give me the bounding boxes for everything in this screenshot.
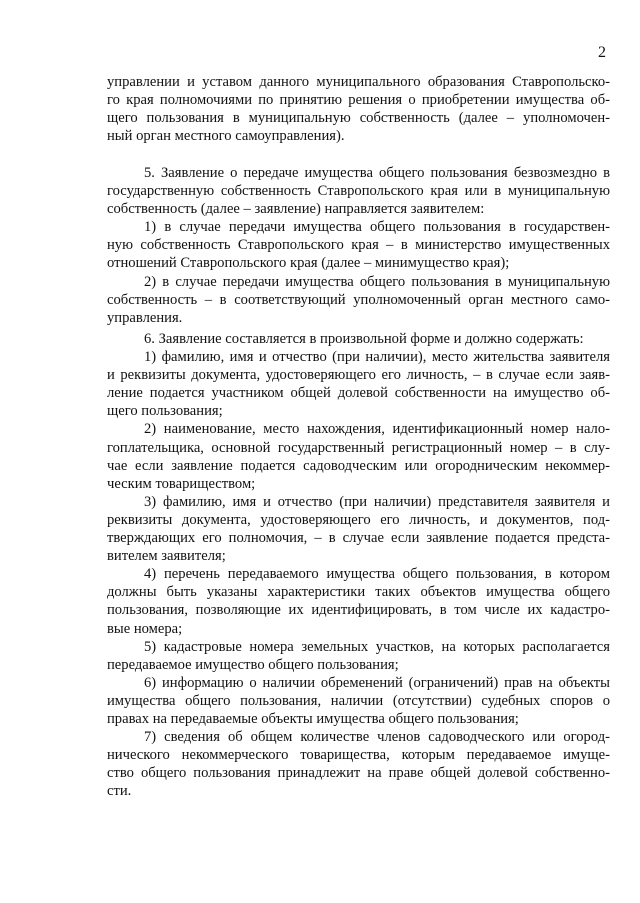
text-line: 7) сведения об общем количестве членов садоводческого или огород- (144, 729, 610, 746)
text-line: ство общего пользования принадлежит на праве общей долевой собственно- (107, 765, 610, 782)
text-line: должны быть указаны характеристики таких объектов имущества общего (107, 584, 610, 601)
text-line: го края полномочиями по принятию решения о приобретении имущества об- (107, 92, 610, 109)
text-line: передаваемое имущество общего пользования; (107, 656, 399, 673)
text-line: 6. Заявление составляется в произвольной форме и должно содержать: (144, 331, 584, 347)
text-line: 1) фамилию, имя и отчество (при наличии), место жительства заявителя (144, 349, 610, 366)
text-line: управления. (107, 309, 183, 326)
text-line: 5) кадастровые номера земельных участков, на которых располагается (144, 638, 610, 655)
text-line: щего пользования в муниципальную собственность (далее – уполномочен- (107, 110, 610, 127)
text-line: вителем заявителя; (107, 548, 226, 565)
text-line: вые номера; (107, 620, 183, 637)
page-number: 2 (598, 44, 606, 61)
text-line: 3) фамилию, имя и отчество (при наличии) представителя заявителя и (144, 493, 610, 510)
text-line: собственность (далее – заявление) направляется заявителем: (107, 201, 485, 218)
text-line: отношений Ставропольского края (далее – минимущество края); (107, 255, 510, 272)
text-line: 2) наименование, место нахождения, идентификационный номер нало- (144, 421, 610, 438)
text-line: чае если заявление подается садоводческим или огородническим некоммер- (107, 457, 610, 474)
text-line: правах на передаваемые объекты имущества общего пользования; (107, 710, 519, 727)
text-line: 4) перечень передаваемого имущества общего пользования, в котором (144, 566, 610, 583)
text-line: щего пользования; (107, 403, 223, 420)
text-line: 6) информацию о наличии обременений (ограничений) прав на объекты (144, 674, 610, 691)
text-line: ление подается участником общей долевой собственности на имущество об- (107, 385, 610, 402)
text-line: нического некоммерческого товарищества, которым передаваемое имуще- (107, 747, 610, 764)
section-5 (107, 164, 610, 327)
text-line: 5. Заявление о передаче имущества общего пользования безвозмездно в (144, 165, 610, 181)
text-line: ный орган местного самоуправления). (107, 128, 345, 145)
text-line: сти. (107, 783, 132, 800)
text-line: ную собственность Ставропольского края – в министерство имущественных (107, 237, 610, 254)
text-line: пользования, позволяющие их идентифицировать, в том числе их кадастро- (107, 602, 610, 619)
text-line: 2) в случае передачи имущества общего пользования в муниципальную (144, 273, 610, 290)
text-line: тверждающих его полномочия, – в случае если заявление подается предста- (107, 530, 610, 547)
text-line: реквизиты документа, удостоверяющего его личность, и документов, под- (107, 511, 610, 528)
text-line: 1) в случае передачи имущества общего пользования в государствен- (144, 219, 610, 236)
text-line: гоплательщика, основной государственный регистрационный номер – в слу- (107, 439, 610, 456)
text-line: собственность – в соответствующий уполномоченный орган местного само- (107, 291, 610, 308)
text-line: и реквизиты документа, удостоверяющего его личность, – в случае если заяв- (107, 367, 610, 384)
text-line: государственную собственность Ставропольского края или в муниципальную (107, 183, 610, 200)
text-line: имущества общего пользования, наличии (отсутствии) судебных споров о (107, 692, 610, 709)
paragraph-continuation (107, 73, 610, 145)
text-line: ческим товариществом; (107, 475, 256, 492)
text-line: управлении и уставом данного муниципального образования Ставропольско- (107, 74, 610, 90)
section-6 (107, 330, 610, 800)
